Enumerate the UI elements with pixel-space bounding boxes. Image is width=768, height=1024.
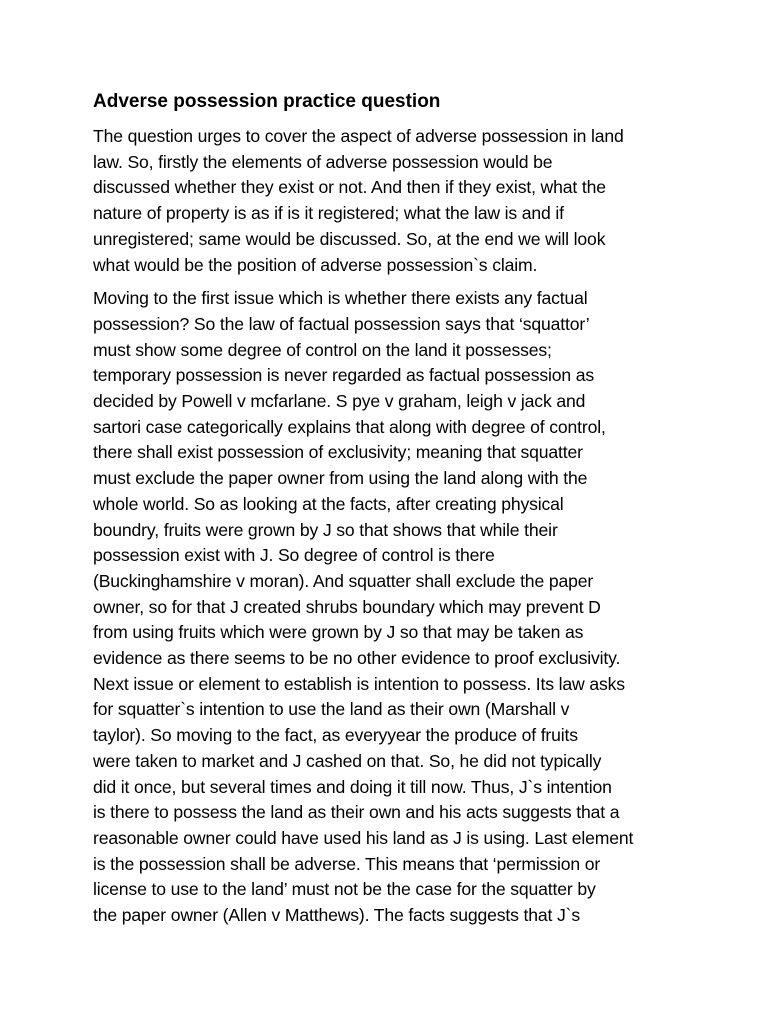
- text-line: possession exist with J. So degree of control is there: [93, 545, 495, 566]
- text-line: law. So, firstly the elements of adverse possession would be: [93, 151, 553, 172]
- text-line: were taken to market and J cashed on that. So, he did not typically: [93, 750, 602, 771]
- text-line: is there to possess the land as their own and his acts suggests that a: [93, 802, 620, 823]
- text-line: there shall exist possession of exclusivity; meaning that squatter: [93, 442, 583, 463]
- text-line: license to use to the land’ must not be the case for the squatter by: [93, 879, 596, 900]
- text-line: taylor). So moving to the fact, as everyyear the produce of fruits: [93, 725, 578, 746]
- text-line: must show some degree of control on the land it possesses;: [93, 339, 552, 360]
- text-line: from using fruits which were grown by J so that may be taken as: [93, 622, 584, 643]
- text-line: must exclude the paper owner from using the land along with the: [93, 468, 588, 489]
- document-page: [93, 88, 683, 937]
- text-line: decided by Powell v mcfarlane. S pye v graham, leigh v jack and: [93, 391, 586, 412]
- text-line: nature of property is as if is it registered; what the law is and if: [93, 203, 564, 224]
- document-title: Adverse possession practice question: [93, 91, 441, 112]
- text-line: boundry, fruits were grown by J so that shows that while their: [93, 519, 558, 540]
- paragraph: [93, 286, 683, 929]
- text-line: sartori case categorically explains that along with degree of control,: [93, 416, 606, 437]
- text-line: Next issue or element to establish is intention to possess. Its law asks: [93, 673, 625, 694]
- text-line: is the possession shall be adverse. This means that ‘permission or: [93, 853, 601, 874]
- text-line: reasonable owner could have used his land as J is using. Last element: [93, 827, 634, 848]
- text-line: (Buckinghamshire v moran). And squatter shall exclude the paper: [93, 570, 594, 591]
- text-line: what would be the position of adverse possession`s claim.: [93, 254, 538, 275]
- text-line: temporary possession is never regarded as factual possession as: [93, 365, 595, 386]
- text-line: did it once, but several times and doing it till now. Thus, J`s intention: [93, 776, 612, 797]
- text-line: evidence as there seems to be no other evidence to proof exclusivity.: [93, 648, 621, 669]
- text-line: for squatter`s intention to use the land as their own (Marshall v: [93, 699, 570, 720]
- text-line: The question urges to cover the aspect of adverse possession in land: [93, 126, 624, 146]
- paragraph: [93, 124, 683, 278]
- text-line: Moving to the first issue which is whether there exists any factual: [93, 288, 588, 309]
- text-line: whole world. So as looking at the facts, after creating physical: [93, 493, 564, 514]
- text-line: unregistered; same would be discussed. So, at the end we will look: [93, 228, 606, 249]
- text-line: owner, so for that J created shrubs boundary which may prevent D: [93, 596, 601, 617]
- text-line: the paper owner (Allen v Matthews). The facts suggests that J`s: [93, 905, 580, 926]
- text-line: possession? So the law of factual possession says that ‘squattor’: [93, 313, 590, 334]
- text-line: discussed whether they exist or not. And then if they exist, what the: [93, 177, 606, 198]
